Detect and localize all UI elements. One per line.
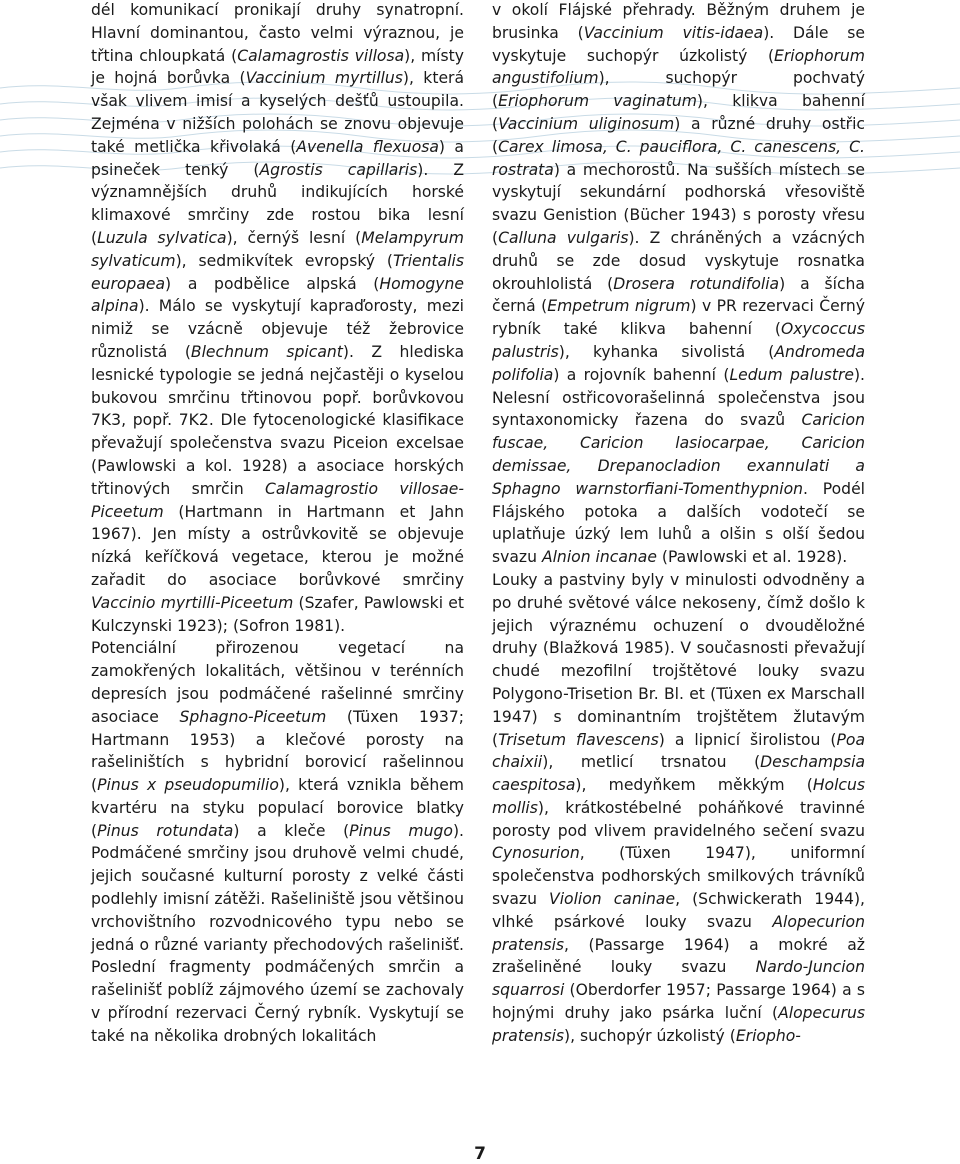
latin-name: Oxycoccus palustris: [492, 320, 865, 361]
left-column: [91, 0, 464, 1048]
text-run: ), místy je hojná borůvka (: [91, 46, 464, 88]
text-run: ), sedmikvítek evropský (: [175, 251, 393, 270]
text-run: ), která však vlivem imisí a kyselých dešťů ustoupila. Zejména v nižších polohách se znovu objevuje také metlička křivolaká (: [91, 69, 464, 156]
latin-name: Empetrum nigrum: [547, 297, 691, 316]
text-run: ) a lipnicí širolistou (: [658, 730, 837, 749]
text-run: . Podél Flájského potoka a dalších vodotečí se uplatňuje úzký lem luhů a olšin s olší šedou svazu: [492, 479, 865, 567]
text-run: ). Z významnějších druhů indikujících horské klimaxové smrčiny zde rostou bika lesní (: [91, 160, 465, 247]
text-run: ), suchopýr pochvatý (: [492, 69, 865, 111]
latin-name: Vaccinio myrtilli-Piceetum: [91, 593, 294, 612]
text-run: (Szafer, Pawlowski et Kulczynski 1923); (Sofron 1981).: [91, 593, 464, 635]
latin-name: Alopecurion pratensis: [492, 912, 865, 954]
latin-name: Agrostis capillaris: [259, 160, 418, 179]
paragraph: [91, 637, 464, 1047]
latin-name: Caricion fuscae, Caricion lasiocarpae, Caricion demissae, Drepanocladion exannulati a Sphagno warnstorfiani-Tomenthypnion: [492, 411, 865, 498]
latin-name: Pinus rotundata: [97, 821, 234, 840]
text-run: ), medyňkem měkkým (: [575, 776, 813, 795]
text-run: ) a mechorostů. Na sušších místech se vyskytují sekundární podhorská vřesoviště svazu Genistion (Bücher 1943) s porosty vřesu (: [492, 160, 865, 247]
text-run: ). Podmáčené smrčiny jsou druhově velmi chudé, jejich současné kulturní porosty z velké části podlehly imisní zátěži. Rašeliniště jsou většinou vrchovištního rozvodnicového typu nebo se jedná o různé varianty přechodových rašelinišť. Poslední fragmenty podmáčených smrčin a rašelinišť poblíž zájmového území se zachovaly v přírodní rezervaci Černý rybník. Vyskytují se také na několika drobných lokalitách: [91, 821, 464, 1045]
latin-name: Trientalis europaea: [91, 251, 464, 293]
latin-name: Blechnum spicant: [190, 342, 343, 361]
text-run: ), která vznikla během kvartéru na styku populací borovice blatky (: [91, 776, 464, 840]
right-column: [492, 0, 865, 1048]
text-run: ), krátkostébelné poháňkové travinné porosty pod vlivem pravidelného sečení svazu: [492, 798, 865, 840]
text-run: ) a kleče (: [233, 821, 350, 840]
paragraph: [492, 0, 865, 569]
latin-name: Eriopho-: [735, 1026, 801, 1045]
text-run: ). Nelesní ostřicovorašelinná společenstva jsou syntaxonomicky řazena do svazů: [492, 365, 865, 430]
latin-name: Ledum palustre: [729, 365, 854, 384]
latin-name: Eriophorum angustifolium: [492, 46, 865, 88]
latin-name: Sphagno-Piceetum: [179, 707, 327, 726]
text-run: (Pawlowski et al. 1928).: [656, 548, 848, 567]
text-run: , (Passarge 1964) a mokré až zrašeliněné louky svazu: [492, 935, 865, 977]
text-run: ) a různé druhy ostřic (: [492, 114, 866, 156]
text-run: ), suchopýr úzkolistý (: [564, 1026, 736, 1045]
latin-name: Poa chaixii: [492, 730, 865, 772]
latin-name: Holcus mollis: [492, 776, 865, 817]
page-number: 7: [474, 1144, 486, 1164]
text-run: v okolí Flájské přehrady. Běžným druhem je brusinka (: [492, 1, 865, 42]
text-run: ) a psineček tenký (: [91, 137, 464, 179]
latin-name: Pinus x pseudopumilio: [97, 776, 279, 795]
latin-name: Vaccinium myrtillus: [245, 69, 403, 88]
latin-name: Alnion incanae: [541, 548, 657, 567]
text-run: , (Tüxen 1947), uniformní společenstva podhorských smilkových trávníků svazu: [492, 844, 865, 909]
text-run: ) a šícha černá (: [492, 274, 865, 316]
text-run: ), metlicí trsnatou (: [542, 753, 761, 772]
text-run: ) a rojovník bahenní (: [553, 365, 730, 384]
text-run: ). Z hlediska lesnické typologie se jedná nejčastěji o kyselou bukovou smrčinu třtinovou popř. borůvkovou 7K3, popř. 7K2. Dle fytocenologické klasifikace převažují společenstva svazu Piceion excelsae (Pawlowski a kol. 1928) a asociace horských třtinových smrčin: [91, 342, 464, 498]
latin-name: Calamagrostio villosae-Piceetum: [91, 479, 464, 521]
latin-name: Trisetum flavescens: [498, 730, 659, 749]
text-run: Potenciální přirozenou vegetací na zamokřených lokalitách, většinou v terénních depresích jsou podmáčené rašelinné smrčiny asociace: [91, 639, 464, 726]
text-run: ). Málo se vyskytují kapraďorosty, mezi nimiž se vzácně objevuje též žebrovice různolistá (: [91, 297, 464, 361]
latin-name: Nardo-Juncion squarrosi: [492, 958, 865, 1000]
latin-name: Andromeda polifolia: [492, 342, 865, 384]
latin-name: Luzula sylvatica: [97, 228, 227, 247]
latin-name: Eriophorum vaginatum: [498, 92, 697, 111]
text-run: ). Dále se vyskytuje suchopýr úzkolistý (: [492, 23, 865, 65]
text-run: dél komunikací pronikají druhy synatropní. Hlavní dominantou, často velmi výraznou, je třtina chloupkatá (: [91, 1, 464, 65]
text-run: (Tüxen 1937; Hartmann 1953) a klečové porosty na rašeliništích s hybridní borovicí rašelinnou (: [91, 707, 464, 795]
latin-name: Carex limosa, C. pauciflora, C. canescens, C. rostrata: [492, 137, 865, 179]
latin-name: Vaccinium vitis-idaea: [583, 23, 764, 42]
latin-name: Alopecurus pratensis: [492, 1004, 865, 1045]
latin-name: Calamagrostis villosa: [237, 46, 405, 65]
latin-name: Cynosurion: [492, 844, 580, 863]
latin-name: Pinus mugo: [349, 821, 453, 840]
latin-name: Violion caninae: [549, 890, 676, 909]
text-run: (Hartmann in Hartmann et Jahn 1967). Jen místy a ostrůvkovitě se objevuje nízká keříčková vegetace, kterou je možné zařadit do asociace borůvkové smrčiny: [91, 502, 464, 589]
text-run: ). Z chráněných a vzácných druhů se zde dosud vyskytuje rosnatka okrouhlolistá (: [492, 228, 866, 293]
text-run: ) v PR rezervaci Černý rybník také klikva bahenní (: [492, 297, 865, 339]
text-run: ), černýš lesní (: [226, 228, 362, 247]
text-run: (Oberdorfer 1957; Passarge 1964) a s hojnými druhy jako psárka luční (: [492, 981, 865, 1023]
paragraph: [492, 569, 865, 1048]
latin-name: Calluna vulgaris: [498, 228, 629, 247]
latin-name: Vaccinium uliginosum: [498, 114, 675, 133]
text-run: , (Schwickerath 1944), vlhké psárkové louky svazu: [492, 890, 865, 931]
latin-name: Melampyrum sylvaticum: [91, 228, 464, 270]
latin-name: Deschampsia caespitosa: [492, 753, 865, 795]
paragraph: [91, 0, 464, 637]
text-run: ) a podbělice alpská (: [165, 274, 380, 293]
text-run: Louky a pastviny byly v minulosti odvodněny a po druhé světové válce nekoseny, čímž došlo k jejich výraznému ochuzení o dvouděložné druhy (Blažková 1985). V současnosti převažují chudé mezofilní trojštětové louky svazu Polygono-Trisetion Br. Bl. et (Tüxen ex Marschall 1947) s dominantním trojštětem žlutavým (: [492, 570, 865, 749]
text-run: ), klikva bahenní (: [492, 92, 865, 133]
latin-name: Drosera rotundifolia: [613, 274, 780, 293]
latin-name: Homogyne alpina: [91, 274, 464, 316]
latin-name: Avenella flexuosa: [296, 137, 439, 156]
text-run: ), kyhanka sivolistá (: [558, 342, 775, 361]
